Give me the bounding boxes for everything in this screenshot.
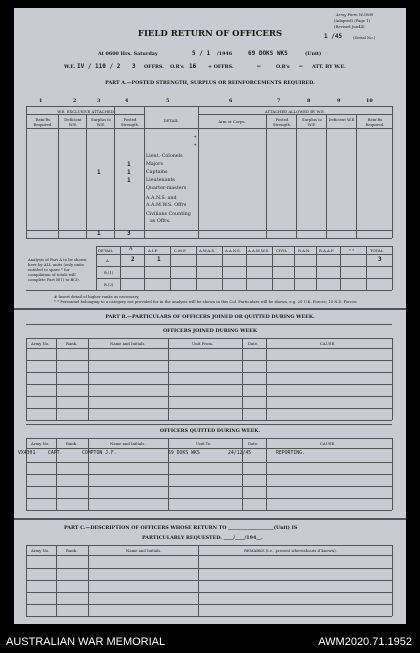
rank-civilians: Civilians Counting: [146, 212, 191, 217]
hash-mark-2: *: [194, 144, 197, 149]
total-surplus: 1: [97, 230, 101, 237]
analysis-head-cmf: C.M.F.: [174, 248, 187, 253]
col-number-7: 7: [277, 98, 281, 104]
form-title: FIELD RETURN OF OFFICERS: [137, 29, 283, 39]
joined-title: OFFICERS JOINED DURING WEEK: [163, 328, 257, 334]
col-number-2: 2: [73, 98, 77, 104]
rule-line: [26, 230, 392, 231]
rule-line: [26, 290, 392, 291]
column-rule: [392, 338, 393, 420]
quitted-name: COMPTON J.F.: [82, 451, 117, 456]
ors-label: O.R's: [170, 64, 184, 70]
rule-line: [26, 324, 392, 325]
col-number-8: 8: [307, 98, 311, 104]
rule-line: [26, 106, 392, 107]
rule-line: [14, 518, 406, 520]
col-number-1: 1: [39, 98, 43, 104]
rank-majors: Majors: [146, 162, 163, 167]
archive-caption-bar: [0, 633, 420, 653]
part-a-title: PART A.—POSTED STRENGTH, SURPLUS OR REINFORCEMENTS REQUIRED.: [105, 80, 315, 86]
column-rule: [88, 338, 89, 420]
offrs-label: OFFRS.: [144, 64, 164, 70]
rule-line: [26, 498, 392, 499]
column-rule: [242, 438, 243, 510]
rule-line: [26, 545, 392, 546]
joined-head-army-no: Army No.: [31, 341, 50, 346]
column-rule: [56, 338, 57, 420]
column-rule: [26, 106, 27, 238]
col-head-posted: Posted Strength.: [120, 117, 140, 127]
column-rule: [246, 246, 247, 290]
posted-captains-mark: 1: [127, 169, 131, 176]
part-c-head-army-no: Army No.: [31, 548, 50, 553]
column-rule: [366, 246, 367, 290]
part-c-head-name: Name and Initials.: [126, 548, 162, 553]
col-head-surplus: Surplus to W.E.: [91, 117, 111, 127]
rank-quartermasters: Quarter-masters: [146, 186, 187, 191]
analysis-head-aif: A.I.F.: [148, 248, 158, 253]
rule-line: [26, 372, 392, 373]
column-rule: [26, 438, 27, 510]
analysis-instructions: Analysis of Part A to be shown here by ALL units (only units entitled to spare.* for compilation of totals will complete Part B(1) to B(3).: [28, 257, 87, 282]
rank-as-offrs: as Offrs.: [150, 219, 171, 224]
rule-line: [26, 486, 392, 487]
analysis-head-total: TOTAL: [370, 248, 384, 253]
column-rule: [326, 114, 327, 238]
column-rule: [316, 246, 317, 290]
column-rule: [56, 545, 57, 616]
analysis-row-b2: B.(2): [104, 282, 114, 287]
column-rule: [168, 438, 169, 510]
detail-heading: DETAIL: [163, 118, 179, 123]
rank-captains: Captains: [146, 170, 168, 175]
rule-line: [26, 128, 392, 129]
rule-line: [26, 448, 392, 449]
rule-line: [26, 420, 392, 421]
col-head-deficient: Deficient W.E.: [64, 117, 82, 127]
column-rule: [26, 545, 27, 616]
column-rule: [222, 246, 223, 290]
column-rule: [114, 106, 115, 238]
serial-number: 1 /45: [324, 33, 343, 40]
part-c-title-1: PART C.—DESCRIPTION OF OFFICERS WHOSE RETURN TO ___________________(Unit) IS: [64, 525, 298, 531]
part-c-head-rank: Rank.: [66, 548, 78, 553]
ors2-value: —: [299, 63, 303, 70]
analysis-row-b1: B.(1): [104, 270, 114, 275]
plus-offrs-value: —: [257, 63, 261, 70]
column-rule: [266, 114, 267, 238]
column-rule: [392, 246, 393, 290]
year-label: /1946: [217, 51, 233, 57]
column-rule: [392, 438, 393, 510]
unit-value: 69 DOKS WKS: [248, 50, 288, 57]
column-rule: [242, 338, 243, 420]
rule-line: [26, 348, 392, 349]
archive-name: AUSTRALIAN WAR MEMORIAL: [6, 636, 166, 648]
quitted-title: OFFICERS QUITTED DURING WEEK.: [159, 428, 261, 434]
col-number-10: 10: [366, 98, 373, 104]
column-rule: [198, 106, 199, 238]
quitted-rank: CAPT.: [48, 451, 63, 456]
col-head-posted-att: Posted Strength.: [272, 117, 292, 127]
joined-head-name: Name and Initials.: [110, 341, 146, 346]
form-revised: (Revised Jun44): [334, 24, 365, 29]
joined-head-cause: CAUSE.: [320, 341, 336, 346]
column-rule: [340, 246, 341, 290]
quitted-head-cause: CAUSE.: [320, 441, 336, 446]
column-rule: [144, 106, 145, 238]
rule-line: [26, 114, 144, 115]
col-head-deficient-att: Deficient W.E.: [328, 117, 356, 122]
col-head-reinfts: Rein'fts Required.: [33, 117, 53, 127]
rule-line: [26, 474, 392, 475]
column-rule: [266, 438, 267, 510]
rank-lieut-colonels: Lieut.-Colonels: [146, 154, 183, 159]
part-c-head-remarks: REMARKS (i.e., present whereabouts if known).: [244, 548, 337, 553]
rule-line: [26, 384, 392, 385]
note-other-categories: * * Personnel belonging to a category not provided for in the analysis will be shown in this Col. Particulars will be shown, e.g. 20 U.K. Forces; 10 N.Z. Forces.: [54, 299, 358, 304]
joined-head-date: Date.: [248, 341, 259, 346]
note-higher-ranks: # Insert detail of higher ranks as necessary.: [54, 294, 140, 299]
column-rule: [392, 106, 393, 238]
column-rule: [88, 545, 89, 616]
rule-line: [26, 580, 392, 581]
quitted-head-name: Name and Initials.: [110, 441, 146, 446]
column-rule: [86, 114, 87, 238]
analysis-row-a: A.: [106, 258, 110, 263]
rule-line: [26, 396, 392, 397]
rule-line: [26, 338, 392, 339]
rank-aamws: A.A.M.W.S. Offrs: [146, 203, 187, 208]
column-rule: [294, 246, 295, 290]
rule-line: [26, 360, 392, 361]
analysis-head-awas: A.W.A.S.: [199, 248, 216, 253]
ors2-label: O.R's: [276, 64, 290, 70]
rule-line: [26, 568, 392, 569]
hash-mark-1: *: [194, 136, 197, 141]
rank-lieutenants: Lieutenants: [146, 178, 175, 183]
col-number-5: 5: [166, 98, 170, 104]
column-rule: [392, 545, 393, 616]
archive-accession: AWM2020.71.1952: [318, 636, 412, 648]
column-rule: [266, 338, 267, 420]
quitted-head-army-no: Army No.: [31, 441, 50, 446]
at-label: At 0600 Hrs. Saturday: [98, 51, 158, 57]
we-label: W.E.: [64, 64, 76, 70]
quitted-army-no: VX4301: [18, 451, 36, 456]
we-value: IV / 110 / 2: [77, 63, 121, 70]
rule-line: [26, 462, 392, 463]
analysis-a-cmf: 1: [157, 256, 161, 263]
col-head-reinfts-att: Rein'fts Required.: [365, 117, 385, 127]
quitted-head-rank: Rank.: [66, 441, 78, 446]
analysis-head-detail: DETAIL: [98, 248, 113, 253]
rank-aans: A.A.N.S. and: [146, 196, 177, 201]
rule-line: [26, 604, 392, 605]
plus-offrs-label: + OFFRS.: [208, 64, 234, 70]
column-rule: [120, 246, 121, 290]
rule-line: [26, 438, 392, 439]
rule-line: [96, 278, 392, 279]
att-label: ATT. BY W.E.: [312, 64, 346, 70]
rule-line: [26, 555, 392, 556]
rule-line: [26, 616, 392, 617]
quitted-cause: REPORTING.: [276, 451, 305, 456]
part-b-title: PART B.—PARTICULARS OF OFFICERS JOINED OR QUITTED DURING WEEK.: [105, 314, 315, 320]
form-adapted: (Adapted) (Page 1): [334, 18, 371, 23]
serial-label: (Serial No.): [353, 35, 376, 40]
column-rule: [170, 246, 171, 290]
column-rule: [198, 545, 199, 616]
column-rule: [272, 246, 273, 290]
rule-line: [96, 246, 392, 247]
posted-majors-mark: 1: [127, 161, 131, 168]
analysis-a-total: 3: [378, 256, 382, 263]
col-head-arm-corps: Arm or Corps.: [218, 119, 246, 124]
quitted-head-unit-to: Unit To.: [196, 441, 212, 446]
column-rule: [26, 338, 27, 420]
analysis-a-aif: 2: [131, 256, 135, 263]
rule-line: [26, 238, 392, 239]
quitted-head-date: Date.: [248, 441, 259, 446]
rule-line: [26, 424, 392, 425]
rule-line: [26, 408, 392, 409]
col-number-9: 9: [337, 98, 341, 104]
offrs-value: 3: [132, 63, 136, 70]
joined-head-rank: Rank.: [66, 341, 78, 346]
analysis-head-ran: R.A.N.: [298, 248, 311, 253]
column-rule: [56, 438, 57, 510]
unit-label: (Unit): [305, 51, 322, 57]
column-rule: [168, 338, 169, 420]
column-rule: [144, 246, 145, 290]
analysis-head-other: * *: [349, 248, 355, 253]
analysis-head-aans: A.A.N.S.: [225, 248, 241, 253]
rule-line: [14, 308, 406, 310]
column-rule: [88, 438, 89, 510]
column-rule: [96, 246, 97, 290]
col-head-surplus-att: Surplus to W.E.: [302, 117, 322, 127]
analysis-head-civil: CIVIL: [276, 248, 288, 253]
quitted-date: 24/12/45: [228, 451, 252, 456]
rule-line: [96, 254, 392, 255]
quitted-unit: 69 DOKS WKS: [168, 451, 200, 456]
column-rule: [58, 114, 59, 238]
rule-line: [26, 592, 392, 593]
rule-line: [198, 114, 392, 115]
col-number-4: 4: [125, 98, 129, 104]
joined-head-unit-from: Unit From.: [192, 341, 214, 346]
part-c-title-2: PARTICULARLY REQUESTED. ____/____/194__.: [142, 535, 263, 541]
total-posted: 3: [127, 230, 131, 237]
column-rule: [296, 114, 297, 238]
date-value: 5 / 1: [192, 50, 211, 57]
rule-line: [96, 266, 392, 267]
rule-line: [26, 510, 392, 511]
column-rule: [356, 114, 357, 238]
analysis-head-raaf: R.A.A.F.: [319, 248, 335, 253]
column-rule: [196, 246, 197, 290]
col-number-3: 3: [97, 98, 101, 104]
col-number-6: 6: [229, 98, 233, 104]
form-number: Army Form W.3008: [336, 12, 373, 17]
we-exclusive-heading: W.E. EXCLUSIVE ATTACHED.: [57, 109, 115, 114]
analysis-head-a: A: [129, 247, 133, 252]
form-page: [14, 8, 406, 624]
ors-value: 16: [189, 63, 197, 70]
analysis-head-aamws: A.A.M.W.S.: [248, 248, 270, 253]
posted-lieutenants-mark: 1: [127, 177, 131, 184]
attached-allowed-heading: ATTACHED ALLOWED BY W.E.: [264, 109, 326, 114]
surplus-captains-mark: 1: [97, 169, 101, 176]
